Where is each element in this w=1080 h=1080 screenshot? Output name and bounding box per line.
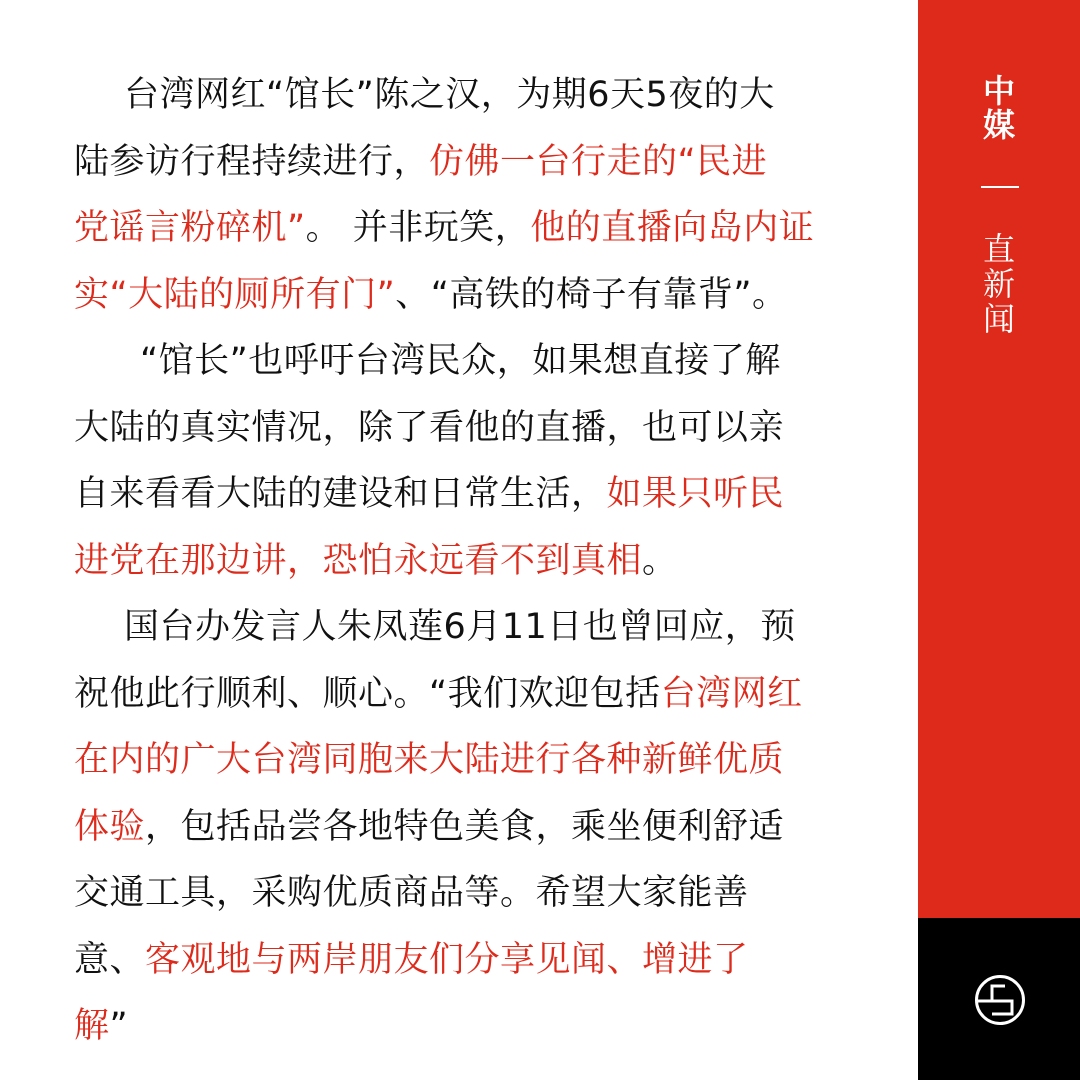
text-span: 意、 xyxy=(74,939,146,980)
text-line xyxy=(74,993,846,1060)
highlight-span: 体验 xyxy=(74,806,146,847)
text-line xyxy=(74,395,846,462)
text-line xyxy=(74,528,846,595)
section-char: 新 xyxy=(982,265,1015,303)
text-span: 交通工具，采购优质商品等。希望大家能善 xyxy=(74,873,749,913)
text-span: 陆参访行程持续进行， xyxy=(74,141,430,182)
paragraph-2 xyxy=(74,328,846,594)
highlight-span: 他的直播向岛内证 xyxy=(530,208,815,248)
highlight-span: 解 xyxy=(74,1006,110,1046)
paragraph-1 xyxy=(74,62,846,328)
text-span: 国台办发言人朱凤莲6月11日也曾回应，预 xyxy=(124,607,796,647)
text-line xyxy=(74,328,846,395)
text-span: 、“高铁的椅子有靠背”。 xyxy=(395,274,788,315)
text-line xyxy=(74,129,846,196)
text-span: 祝他此行顺利、顺心。“我们欢迎包括 xyxy=(74,673,661,714)
text-line xyxy=(74,195,846,262)
text-span: 大陆的真实情况，除了看他的直播，也可以亲 xyxy=(74,407,785,448)
sidebar-red-panel xyxy=(918,0,1080,918)
text-line xyxy=(74,794,846,861)
highlight-span: 在内的广大台湾同胞来大陆进行各种新鲜优质 xyxy=(74,740,785,780)
text-line xyxy=(74,262,846,329)
text-span: 台湾网红“馆长”陈之汉，为期6天5夜的大 xyxy=(124,75,775,115)
highlight-span: 如果只听民 xyxy=(606,474,785,514)
paragraph-3 xyxy=(74,594,846,1060)
text-line xyxy=(74,461,846,528)
circle-monogram-icon xyxy=(974,974,1026,1026)
text-span: 。 并非玩笑， xyxy=(305,208,531,248)
divider-dash xyxy=(981,186,1019,188)
highlight-span: 客观地与两岸朋友们分享见闻、增进了 xyxy=(145,939,749,980)
text-span: ” xyxy=(109,1006,129,1046)
text-line xyxy=(74,727,846,794)
text-line xyxy=(74,62,846,129)
section-char: 直 xyxy=(982,230,1015,268)
article-body xyxy=(74,62,846,1060)
text-span: 。 xyxy=(642,540,678,581)
highlight-span: 台湾网红 xyxy=(660,673,803,714)
highlight-span: 党谣言粉碎机” xyxy=(74,208,306,248)
highlight-span: 进党在那边讲，恐怕永远看不到真相 xyxy=(74,540,643,581)
brand-label xyxy=(918,74,1080,142)
brand-char: 中 xyxy=(982,72,1015,110)
highlight-span: 实“大陆的厕所有门” xyxy=(74,274,396,315)
text-line xyxy=(74,661,846,728)
brand-char: 媒 xyxy=(982,106,1015,144)
sidebar-logo-panel xyxy=(918,918,1080,1080)
text-span: 自来看看大陆的建设和日常生活， xyxy=(74,474,607,514)
text-span: “馆长”也呼吁台湾民众，如果想直接了解 xyxy=(140,341,781,381)
text-span: ，包括品尝各地特色美食，乘坐便利舒适 xyxy=(145,806,785,847)
highlight-span: 仿佛一台行走的“民进 xyxy=(429,141,768,182)
section-char: 闻 xyxy=(982,300,1015,338)
text-line xyxy=(74,594,846,661)
text-line xyxy=(74,927,846,994)
text-line xyxy=(74,860,846,927)
section-label xyxy=(918,232,1080,337)
